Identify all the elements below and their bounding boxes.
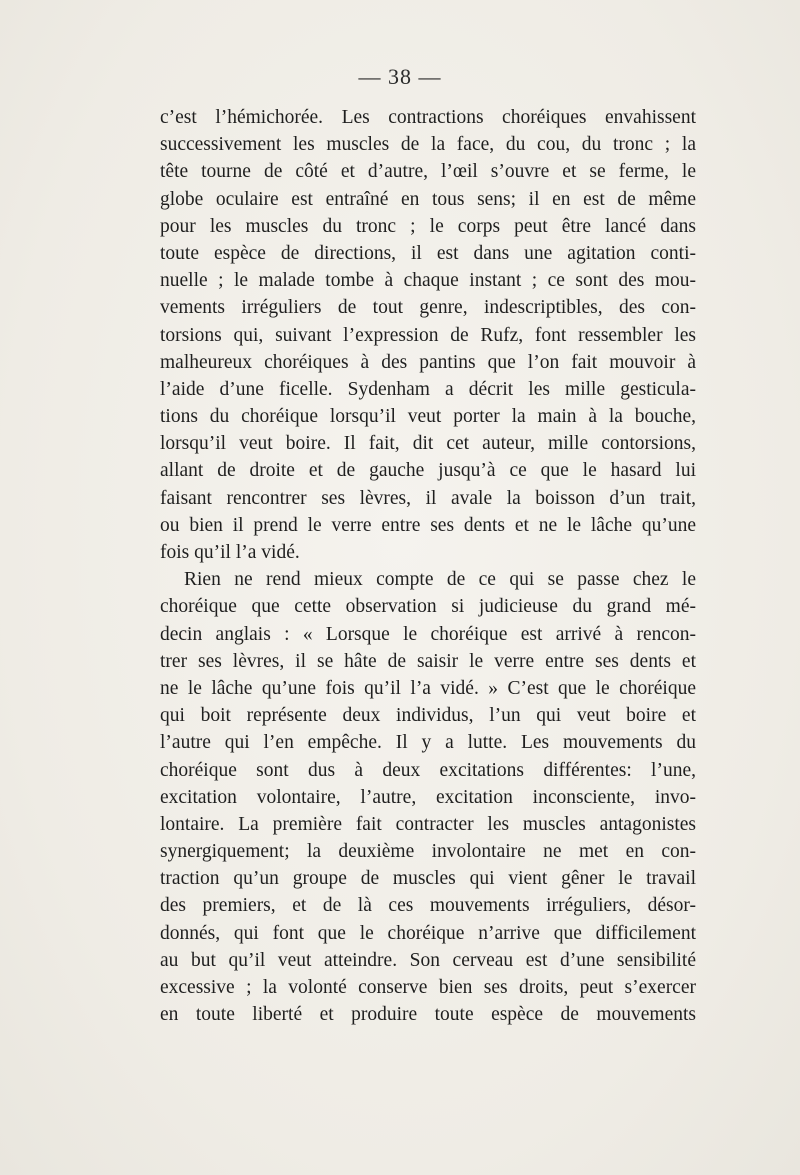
text-line: l’autre qui l’en empêche. Il y a lutte. Les mouvements du [160, 732, 696, 754]
text-line: choréique que cette observation si judicieuse du grand mé- [160, 596, 696, 618]
text-line: lorsqu’il veut boire. Il fait, dit cet auteur, mille contorsions, [160, 433, 696, 455]
text-line: des premiers, et de là ces mouvements irréguliers, désor- [160, 895, 696, 917]
text-line: excitation volontaire, l’autre, excitation inconsciente, invo- [160, 786, 696, 808]
text-line: tions du choréique lorsqu’il veut porter la main à la bouche, [160, 406, 696, 428]
text-line: trer ses lèvres, il se hâte de saisir le verre entre ses dents et [160, 650, 696, 672]
text-line: donnés, qui font que le choréique n’arrive que difficilement [160, 922, 696, 944]
text-line: vements irréguliers de tout genre, indescriptibles, des con- [160, 297, 696, 319]
text-line: l’aide d’une ficelle. Sydenham a décrit les mille gesticula- [160, 378, 696, 400]
text-line: excessive ; la volonté conserve bien ses droits, peut s’exercer [160, 977, 696, 998]
text-line: tête tourne de côté et d’autre, l’œil s’ouvre et se ferme, le [160, 161, 696, 183]
text-line: pour les muscles du tronc ; le corps peut être lancé dans [160, 215, 696, 237]
text-line: nuelle ; le malade tombe à chaque instant ; ce sont des mou- [160, 270, 696, 292]
text-line: en toute liberté et produire toute espèce de mouvements [160, 1004, 696, 1026]
text-line: faisant rencontrer ses lèvres, il avale la boisson d’un trait, [160, 487, 696, 509]
text-line: c’est l’hémichorée. Les contractions choréiques envahissent [160, 107, 696, 128]
body-text [160, 104, 696, 1028]
text-line: qui boit représente deux individus, l’un qui veut boire et [160, 705, 696, 727]
page-number: — 38 — [358, 64, 442, 89]
text-line: globe oculaire est entraîné en tous sens; il en est de même [160, 188, 696, 210]
text-line: ou bien il prend le verre entre ses dents et ne le lâche qu’une [160, 514, 696, 536]
text-line: au but qu’il veut atteindre. Son cerveau est d’une sensibilité [160, 949, 696, 971]
paragraph [160, 104, 696, 566]
text-line: Rien ne rend mieux compte de ce qui se passe chez le [184, 569, 696, 591]
text-line: successivement les muscles de la face, du cou, du tronc ; la [160, 134, 696, 156]
text-line: torsions qui, suivant l’expression de Rufz, font ressembler les [160, 324, 696, 346]
text-line: fois qu’il l’a vidé. [160, 542, 300, 563]
text-line: traction qu’un groupe de muscles qui vient gêner le travail [160, 868, 696, 890]
text-line: allant de droite et de gauche jusqu’à ce que le hasard lui [160, 460, 696, 482]
text-line: toute espèce de directions, il est dans une agitation conti- [160, 242, 696, 264]
paragraph [160, 566, 696, 1028]
text-line: synergiquement; la deuxième involontaire ne met en con- [160, 841, 696, 863]
text-line: choréique sont dus à deux excitations différentes: l’une, [160, 759, 696, 781]
text-line: lontaire. La première fait contracter les muscles antagonistes [160, 813, 696, 835]
text-line: malheureux choréiques à des pantins que l’on fait mouvoir à [160, 351, 696, 373]
text-line: ne le lâche qu’une fois qu’il l’a vidé. » C’est que le choréique [160, 677, 696, 699]
text-line: decin anglais : « Lorsque le choréique est arrivé à rencon- [160, 623, 696, 645]
